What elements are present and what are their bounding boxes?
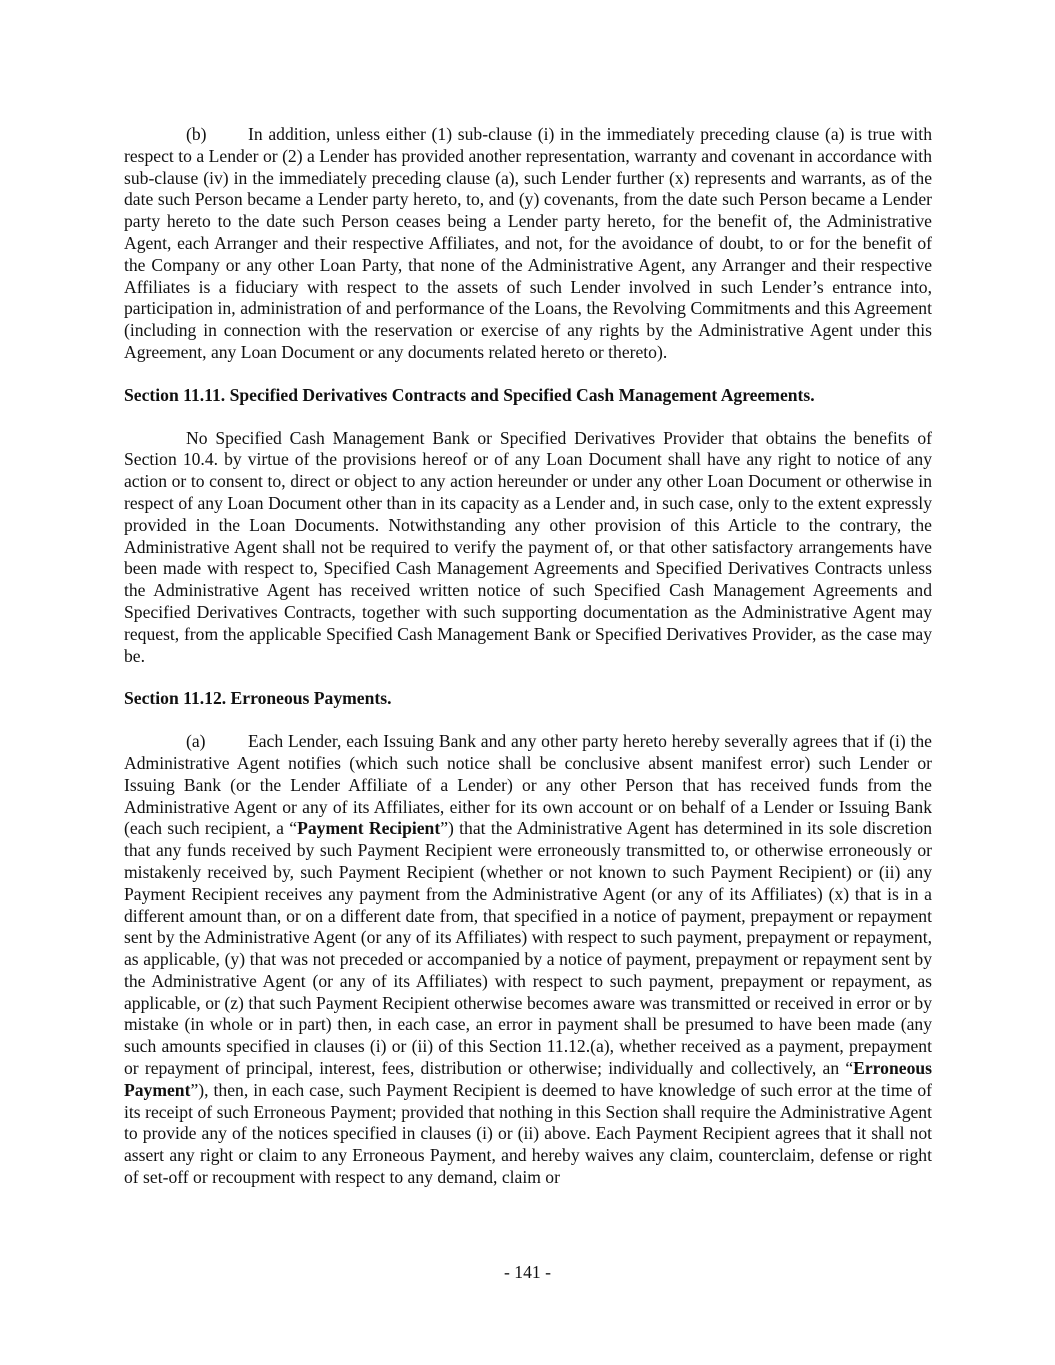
paragraph-b-text: In addition, unless either (1) sub-clause (i) in the immediately preceding clause (a) is true with respect to a Lender or (2) a Lender has provided another representation, warranty and covenant in accordance with sub-clause (iv) in the immediately preceding clause (a), such Lender further (x) represents and warrants, as of the date such Person became a Lender party hereto, to, and (y) covenants, from the date such Person became a Lender party hereto to the date such Person ceases being a Lender party hereto, for the benefit of, the Administrative Agent, each Arranger and their respective Affiliates, and not, for the avoidance of doubt, to or for the benefit of the Company or any other Loan Party, that none of the Administrative Agent, any Arranger and their respective Affiliates is a fiduciary with respect to the assets of such Lender involved in such Lender’s entrance into, participation in, administration of and performance of the Loans, the Revolving Commitments and this Agreement (including in connection with the reservation or exercise of any rights by the Administrative Agent under this Agreement, any Loan Document or any documents related hereto or thereto). [124,124,932,362]
section-11-11-body: No Specified Cash Management Bank or Specified Derivatives Provider that obtains the benefits of Section 10.4. by virtue of the provisions hereof or of any Loan Document shall have any right to notice of any action or to consent to, direct or object to any action hereunder or under any other Loan Document or otherwise in respect of any Loan Document other than in its capacity as a Lender and, in such case, only to the extent expressly provided in the Loan Documents. Notwithstanding any other provision of this Article to the contrary, the Administrative Agent shall not be required to verify the payment of, or that other satisfactory arrangements have been made with respect to, Specified Cash Management Agreements and Specified Derivatives Contracts unless the Administrative Agent has received written notice of such Specified Cash Management Agreements and Specified Derivatives Contracts, together with such supporting documentation as the Administrative Agent may request, from the applicable Specified Cash Management Bank or Specified Derivatives Provider, as the case may be. [124,427,932,666]
defined-term-erroneous-payment: Erroneous Payment [124,1058,932,1100]
paragraph-a-text-1: Each Lender, each Issuing Bank and any other party hereto hereby severally agrees that if (i) the Administrative Agent notifies (which such notice shall be conclusive absent manifest error) such Lender or Issuing Bank (or the Lender Affiliate of a Lender) or any other Person that has received funds from the Administrative Agent or any of its Affiliates, either for its own account or on behalf of a Lender or Issuing Bank (each such recipient, a “ [124,731,932,839]
paragraph-a-text-2: ”) that the Administrative Agent has determined in its sole discretion that any funds received by such Payment Recipient were erroneously transmitted to, or otherwise erroneously or mistakenly received by, such Payment Recipient (whether or not known to such Payment Recipient) or (ii) any Payment Recipient receives any payment from the Administrative Agent (or any of its Affiliates) (x) that is in a different amount than, or on a different date from, that specified in a notice of payment, prepayment or repayment sent by the Administrative Agent (or any of its Affiliates) with respect to such payment, prepayment or repayment, as applicable, (y) that was not preceded or accompanied by a notice of payment, prepayment or repayment sent by the Administrative Agent (or any of its Affiliates) with respect to such payment, prepayment or repayment, as applicable, or (z) that such Payment Recipient otherwise becomes aware was transmitted or received in error or by mistake (in whole or in part) then, in each case, an error in payment shall be presumed to have been made (any such amounts specified in clauses (i) or (ii) of this Section 11.12.(a), whether received as a payment, prepayment or repayment of principal, interest, fees, distribution or otherwise; individually and collectively, an “ [124,818,932,1079]
section-11-12-heading: Section 11.12. Erroneous Payments. [124,688,392,709]
paragraph-b [124,124,932,364]
defined-term-payment-recipient: Payment Recipient [297,818,441,839]
document-page [124,124,932,1189]
section-11-11-heading: Section 11.11. Specified Derivatives Contracts and Specified Cash Management Agreements. [124,384,815,405]
paragraph-a-text-3: ”), then, in each case, such Payment Recipient is deemed to have knowledge of such error at the time of its receipt of such Erroneous Payment; provided that nothing in this Section shall require the Administrative Agent to provide any of the notices specified in clauses (i) or (ii) above. Each Payment Recipient agrees that it shall not assert any right or claim to any Erroneous Payment, and hereby waives any claim, counterclaim, defense or right of set-off or recoupment with respect to any demand, claim or [124,1079,932,1188]
page-number: - 141 - [504,1262,551,1282]
paragraph-a-label: (a) [186,731,206,752]
section-11-12-paragraph-a [124,731,932,1189]
paragraph-b-label: (b) [186,124,207,144]
